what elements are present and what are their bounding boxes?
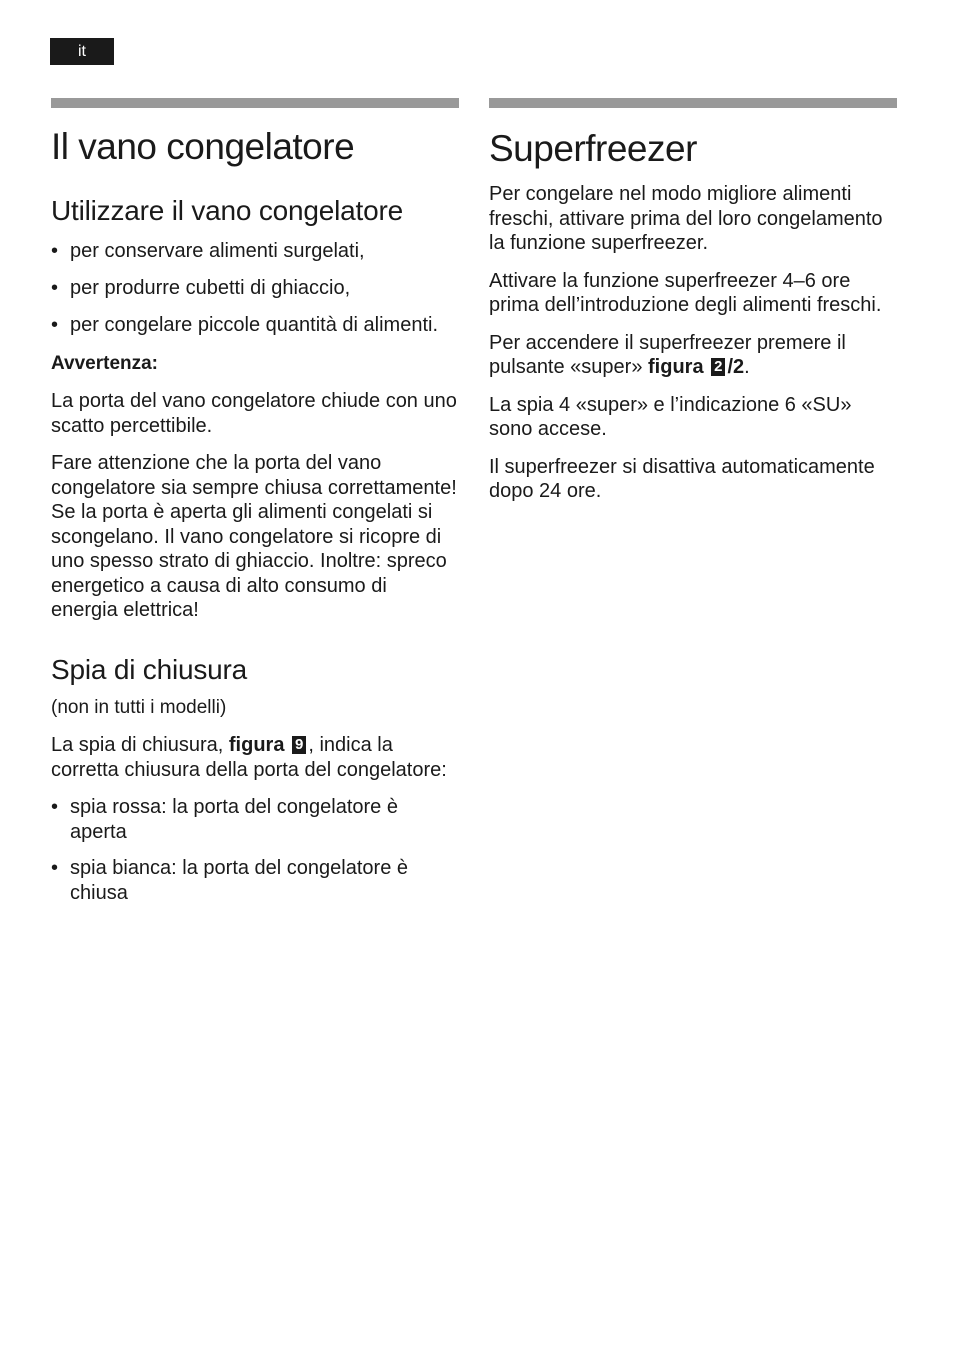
paragraph: La spia 4 «super» e l’indicazione 6 «SU» sono accese. bbox=[489, 393, 852, 440]
section-divider-bar bbox=[51, 98, 459, 108]
figure-reference: figura bbox=[648, 356, 704, 378]
page-title-freezer: Il vano congelatore bbox=[51, 126, 355, 167]
paragraph: Il superfreezer si disattiva automaticamente dopo 24 ore. bbox=[489, 455, 875, 502]
paragraph: Attivare la funzione superfreezer 4–6 ore prima dell’introduzione degli alimenti freschi. bbox=[489, 269, 882, 316]
paragraph bbox=[489, 331, 897, 380]
heading-use-freezer: Utilizzare il vano congelatore bbox=[51, 195, 403, 226]
use-list bbox=[51, 239, 459, 338]
figure-number-badge: 2 bbox=[711, 358, 725, 376]
text-span: La spia di chiusura, bbox=[51, 734, 229, 756]
paragraph bbox=[51, 733, 459, 782]
text-span: . bbox=[744, 356, 750, 378]
left-column bbox=[51, 98, 459, 905]
text-span: , indica la corretta chiusura della porta del congelatore: bbox=[51, 734, 447, 781]
paragraph: La porta del vano congelatore chiude con uno scatto percettibile. bbox=[51, 390, 457, 437]
language-tab: it bbox=[50, 38, 114, 65]
subtitle: (non in tutti i modelli) bbox=[51, 696, 227, 718]
list-item: • per congelare piccole quantità di alimenti. bbox=[51, 313, 459, 338]
text-span: Per accendere il superfreezer premere il pulsante «super» bbox=[489, 331, 846, 378]
section-divider-bar bbox=[489, 98, 897, 108]
figure-number-badge: 9 bbox=[292, 736, 306, 754]
figure-reference: figura bbox=[228, 734, 285, 756]
list-item: • spia bianca: la porta del congelatore è chiusa bbox=[51, 856, 459, 905]
figure-item-reference: /2 bbox=[727, 356, 745, 378]
paragraph: Fare attenzione che la porta del vano congelatore sia sempre chiusa correttamente! Se la porta è aperta gli alimenti congelati si scongelano. Il vano congelatore si ricopre di uno spesso strato di ghiaccio. Inoltre: spreco energetico a causa di alto consumo di energia elettrica! bbox=[51, 452, 457, 621]
heading-closing-indicator: Spia di chiusura bbox=[51, 653, 248, 685]
paragraph: Per congelare nel modo migliore alimenti freschi, attivare prima del loro congelamento la funzione superfreezer. bbox=[489, 183, 883, 254]
note-label: Avvertenza: bbox=[51, 352, 159, 374]
list-item: • per conservare alimenti surgelati, bbox=[51, 239, 459, 264]
page-title-superfreezer: Superfreezer bbox=[489, 128, 697, 169]
indicator-list bbox=[51, 795, 459, 905]
list-item: • per produrre cubetti di ghiaccio, bbox=[51, 276, 459, 301]
right-column bbox=[489, 98, 897, 504]
list-item: • spia rossa: la porta del congelatore è aperta bbox=[51, 795, 459, 844]
